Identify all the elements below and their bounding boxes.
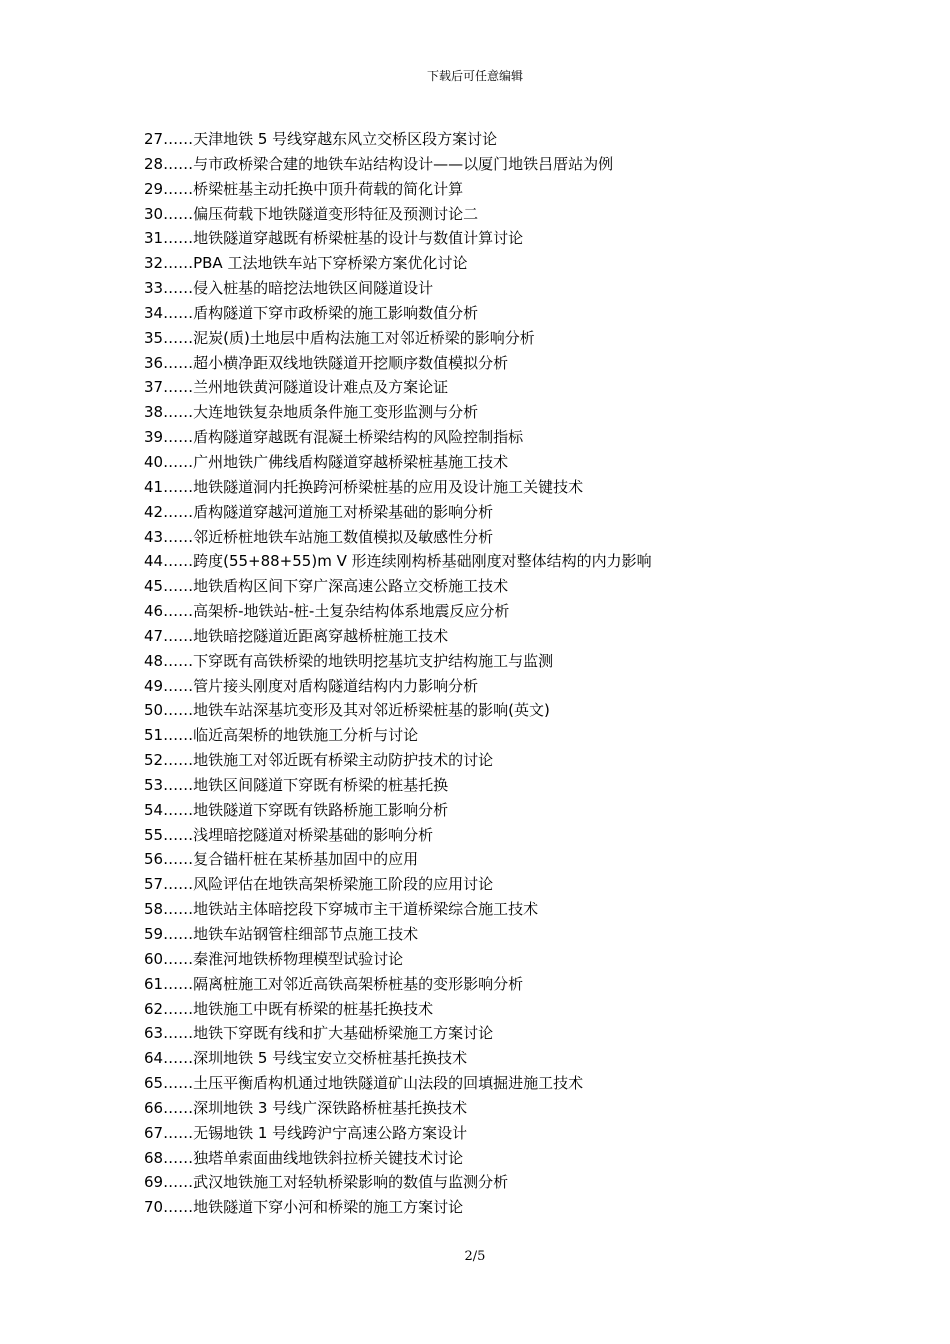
list-item: 34……盾构隧道下穿市政桥梁的施工影响数值分析: [144, 303, 479, 322]
list-item: 58……地铁站主体暗挖段下穿城市主干道桥梁综合施工技术: [144, 900, 539, 919]
list-item: 57……风险评估在地铁高架桥梁施工阶段的应用讨论: [144, 875, 494, 894]
list-item: 31……地铁隧道穿越既有桥梁桩基的设计与数值计算讨论: [144, 229, 524, 248]
list-item: 41……地铁隧道洞内托换跨河桥梁桩基的应用及设计施工关键技术: [144, 477, 584, 496]
list-item: 66……深圳地铁 3 号线广深铁路桥桩基托换技术: [144, 1098, 468, 1117]
list-item: 56……复合锚杆桩在某桥基加固中的应用: [144, 850, 419, 869]
list-item: 69……武汉地铁施工对轻轨桥梁影响的数值与监测分析: [144, 1173, 509, 1192]
page-header: 下载后可任意编辑: [426, 69, 523, 83]
list-item: 38……大连地铁复杂地质条件施工变形监测与分析: [144, 403, 479, 422]
list-item: 61……隔离桩施工对邻近高铁高架桥桩基的变形影响分析: [144, 974, 524, 993]
list-item: 29……桥梁桩基主动托换中顶升荷载的简化计算: [144, 179, 464, 198]
list-item: 55……浅埋暗挖隧道对桥梁基础的影响分析: [144, 825, 434, 844]
list-item: 43……邻近桥桩地铁车站施工数值模拟及敏感性分析: [144, 527, 494, 546]
list-item: 36……超小横净距双线地铁隧道开挖顺序数值模拟分析: [144, 353, 509, 372]
list-item: 59……地铁车站钢管柱细部节点施工技术: [144, 925, 419, 943]
list-item: 28……与市政桥梁合建的地铁车站结构设计——以厦门地铁吕厝站为例: [144, 154, 614, 173]
list-item: 49……管片接头刚度对盾构隧道结构内力影响分析: [144, 676, 479, 695]
list-item: 65……土压平衡盾构机通过地铁隧道矿山法段的回填掘进施工技术: [144, 1074, 584, 1093]
list-item: 42……盾构隧道穿越河道施工对桥梁基础的影响分析: [144, 502, 494, 521]
list-item: 46……高架桥-地铁站-桩-土复杂结构体系地震反应分析: [144, 602, 510, 621]
list-item: 68……独塔单索面曲线地铁斜拉桥关键技术讨论: [144, 1148, 464, 1167]
list-item: 32……PBA 工法地铁车站下穿桥梁方案优化讨论: [144, 254, 468, 273]
list-item: 27……天津地铁 5 号线穿越东风立交桥区段方案讨论: [144, 130, 498, 148]
list-item: 64……深圳地铁 5 号线宝安立交桥桩基托换技术: [144, 1049, 468, 1068]
list-item: 33……侵入桩基的暗挖法地铁区间隧道设计: [144, 279, 434, 298]
list-item: 35……泥炭(质)土地层中盾构法施工对邻近桥梁的影响分析: [144, 328, 535, 347]
reference-list: [144, 127, 652, 1220]
list-item: 50……地铁车站深基坑变形及其对邻近桥梁桩基的影响(英文): [144, 701, 550, 720]
list-item: 30……偏压荷载下地铁隧道变形特征及预测讨论二: [144, 204, 479, 223]
list-item: 62……地铁施工中既有桥梁的桩基托换技术: [144, 999, 434, 1018]
list-item: 63……地铁下穿既有线和扩大基础桥梁施工方案讨论: [144, 1024, 494, 1043]
list-item: 53……地铁区间隧道下穿既有桥梁的桩基托换: [144, 775, 449, 794]
list-item: 39……盾构隧道穿越既有混凝土桥梁结构的风险控制指标: [144, 428, 524, 447]
list-item: 67……无锡地铁 1 号线跨沪宁高速公路方案设计: [144, 1123, 468, 1142]
list-item: 51……临近高架桥的地铁施工分析与讨论: [144, 726, 419, 745]
list-item: 47……地铁暗挖隧道近距离穿越桥桩施工技术: [144, 626, 449, 645]
page-number: 2/5: [464, 1249, 486, 1264]
list-item: 52……地铁施工对邻近既有桥梁主动防护技术的讨论: [144, 751, 494, 770]
list-item: 40……广州地铁广佛线盾构隧道穿越桥梁桩基施工技术: [144, 452, 509, 471]
list-item: 45……地铁盾构区间下穿广深高速公路立交桥施工技术: [144, 577, 509, 596]
list-item: 60……秦淮河地铁桥物理模型试验讨论: [144, 949, 404, 968]
list-item: 54……地铁隧道下穿既有铁路桥施工影响分析: [144, 800, 449, 819]
list-item: 44……跨度(55+88+55)m V 形连续刚构桥基础刚度对整体结构的内力影响: [144, 552, 652, 571]
list-item: 48……下穿既有高铁桥梁的地铁明挖基坑支护结构施工与监测: [144, 651, 554, 670]
list-item: 70……地铁隧道下穿小河和桥梁的施工方案讨论: [144, 1198, 464, 1217]
list-item: 37……兰州地铁黄河隧道设计难点及方案论证: [144, 378, 449, 397]
